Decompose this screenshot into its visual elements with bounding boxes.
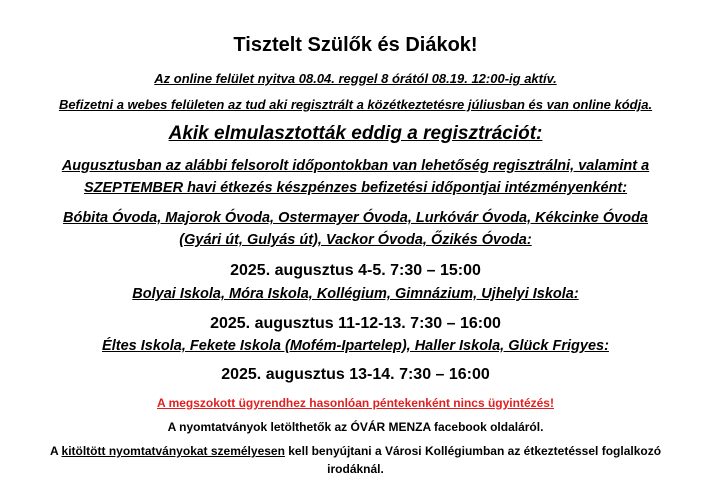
submit-instructions [0, 444, 711, 458]
august-intro-line-2: SZEPTEMBER havi étkezés készpénzes befizetési időpontjai intézményenként: [83, 180, 628, 196]
submit-prefix: A [49, 444, 62, 458]
submit-suffix: kell benyújtani a Városi Kollégiumban az étkeztetéssel foglalkozó [284, 444, 662, 458]
forms-download-text: A nyomtatványok letölthetők az ÓVÁR MENZA facebook oldaláról. [167, 420, 544, 434]
schools-group-1: Bolyai Iskola, Móra Iskola, Kollégium, Gimnázium, Ujhelyi Iskola: [132, 286, 579, 302]
kindergartens-line-2: (Gyári út, Gulyás út), Vackor Óvoda, Őzikés Óvoda: [179, 232, 532, 248]
friday-note: A megszokott ügyrendhez hasonlóan péntekenként nincs ügyintézés! [157, 396, 554, 410]
submit-instructions-line-2: irodáknál. [327, 462, 384, 476]
notice-title: Tisztelt Szülők és Diákok! [233, 34, 478, 56]
online-payment-text: Befizetni a webes felületen az tud aki regisztrált a közétkeztetésre júliusban és van online kódja. [58, 97, 653, 112]
submit-emphasis: kitöltött nyomtatványokat személyesen [61, 444, 285, 458]
kindergartens-line-1: Bóbita Óvoda, Majorok Óvoda, Ostermayer Óvoda, Lurkóvár Óvoda, Kékcinke Óvoda [62, 210, 648, 226]
online-hours-text: Az online felület nyitva 08.04. reggel 8 órától 08.19. 12:00-ig aktív. [154, 71, 557, 86]
august-intro-line-1: Augusztusban az alábbi felsorolt időpontokban van lehetőség regisztrálni, valamint a [61, 158, 650, 174]
missed-registration-heading: Akik elmulasztották eddig a regisztrációt: [168, 123, 543, 144]
kindergartens-date: 2025. augusztus 4-5. 7:30 – 15:00 [230, 262, 481, 279]
schools-group-2: Éltes Iskola, Fekete Iskola (Mofém-Ipartelep), Haller Iskola, Glück Frigyes: [102, 338, 609, 354]
schools-group-1-date: 2025. augusztus 11-12-13. 7:30 – 16:00 [210, 315, 501, 332]
schools-group-2-date: 2025. augusztus 13-14. 7:30 – 16:00 [221, 366, 490, 383]
